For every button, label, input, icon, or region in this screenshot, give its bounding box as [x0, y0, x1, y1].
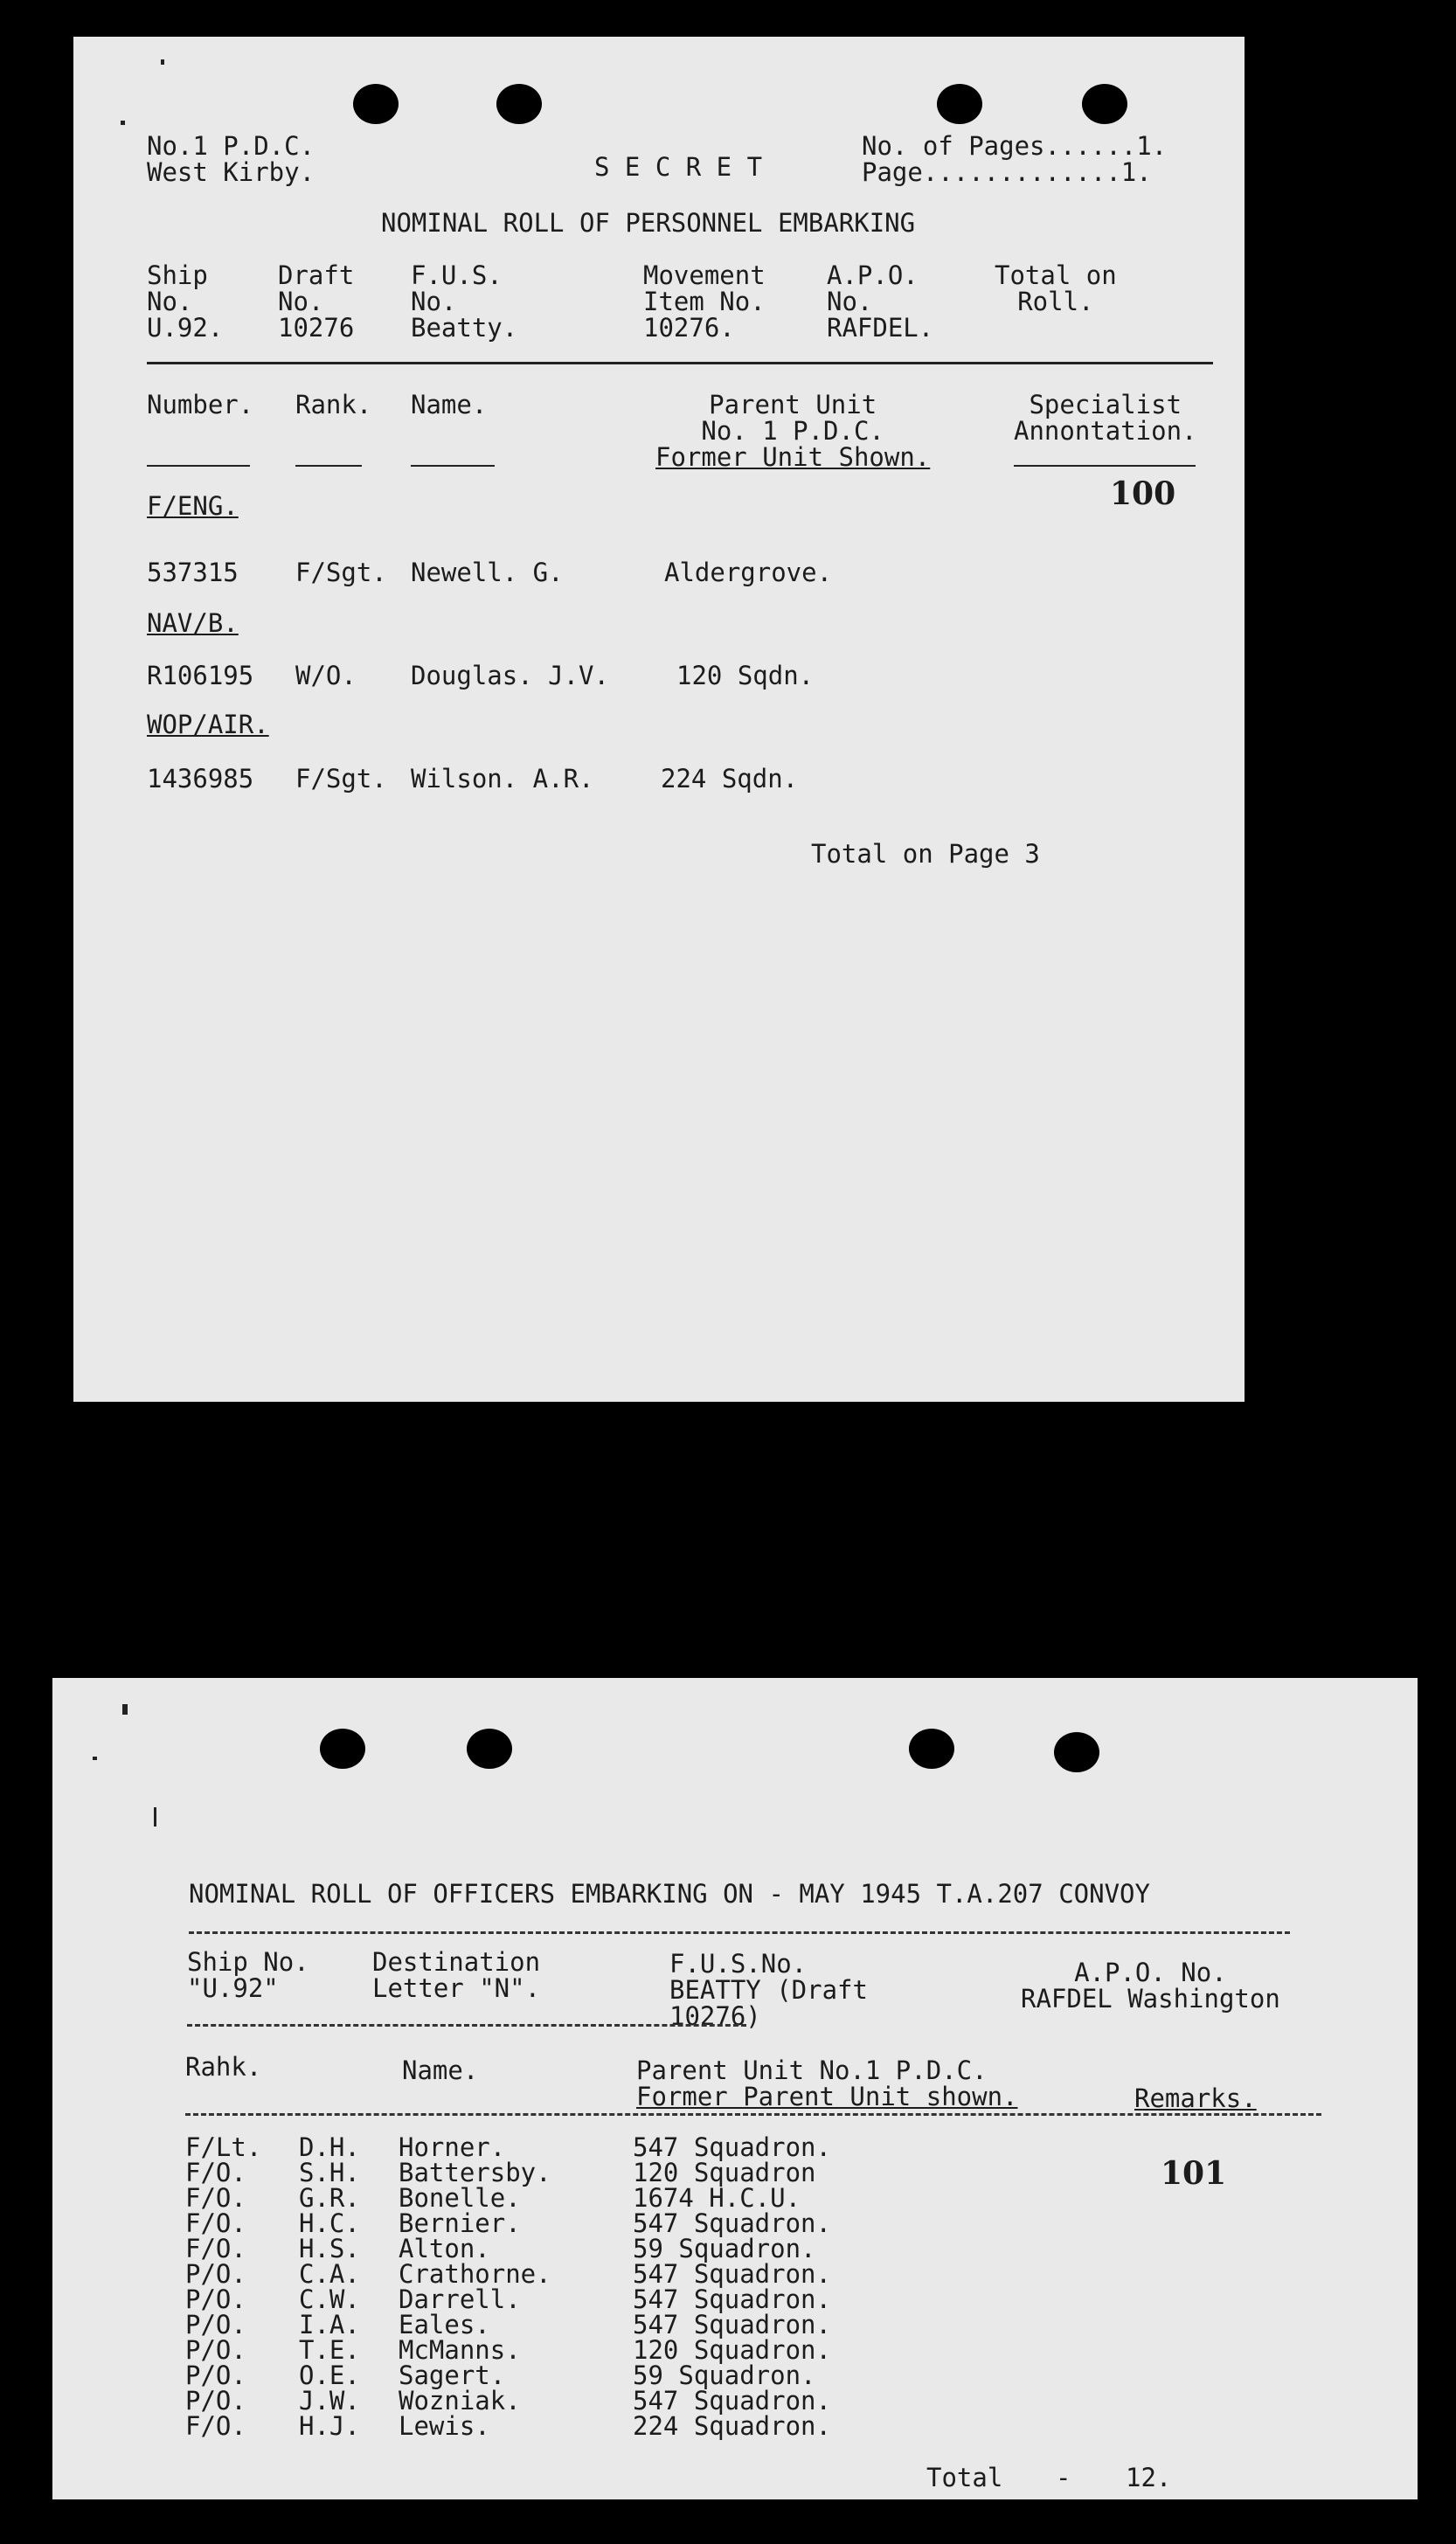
- specialist-head: Specialist Annontation.: [1014, 390, 1197, 446]
- officer-parent-unit: 1674 H.C.U.: [633, 2183, 801, 2213]
- total-value: 12.: [1126, 2463, 1172, 2492]
- officer-initials: I.A.: [299, 2310, 360, 2340]
- page-stamp: 101: [1161, 2155, 1227, 2192]
- officer-rank: P/O.: [185, 2284, 246, 2314]
- fus-header: F.U.S.No. BEATTY (Draft 10276): [669, 1949, 868, 2031]
- officer-parent-unit: 59 Squadron.: [633, 2234, 816, 2263]
- officer-initials: O.E.: [299, 2360, 360, 2390]
- number-underline: [147, 465, 250, 467]
- rank-value: F/Sgt.: [295, 764, 387, 794]
- officer-initials: H.J.: [299, 2411, 360, 2441]
- officer-rank: F/O.: [185, 2234, 246, 2263]
- personnel-name: Wilson. A.R.: [411, 764, 594, 794]
- officer-name: Wozniak.: [399, 2386, 521, 2416]
- service-number: R106195: [147, 661, 254, 690]
- ship-col-header: Ship No. U.92.: [147, 260, 224, 343]
- officer-rank: F/O.: [185, 2158, 246, 2187]
- ship-header: Ship No. "U.92": [187, 1947, 309, 2003]
- officer-parent-unit: 547 Squadron.: [633, 2284, 831, 2314]
- officer-name: Horner.: [399, 2132, 506, 2162]
- officer-rank: P/O.: [185, 2360, 246, 2390]
- ink-speck: [121, 121, 125, 125]
- officer-initials: T.E.: [299, 2335, 360, 2365]
- officer-name: Alton.: [399, 2234, 490, 2263]
- ink-speck: [93, 1757, 97, 1760]
- name-col-head: Name.: [402, 2055, 479, 2085]
- officer-initials: S.H.: [299, 2158, 360, 2187]
- officer-parent-unit: 547 Squadron.: [633, 2259, 831, 2289]
- unit-location: West Kirby.: [147, 157, 315, 187]
- officer-rank: F/O.: [185, 2411, 246, 2441]
- officer-rank: P/O.: [185, 2386, 246, 2416]
- officer-parent-unit: 547 Squadron.: [633, 2208, 831, 2238]
- officer-parent-unit: 547 Squadron.: [633, 2386, 831, 2416]
- trade-heading: F/ENG.: [147, 491, 239, 521]
- officer-name: Crathorne.: [399, 2259, 551, 2289]
- officer-name: Bonelle.: [399, 2183, 521, 2213]
- remarks-col-head: Remarks.: [1134, 2083, 1257, 2113]
- officer-name: Battersby.: [399, 2158, 551, 2187]
- total-dash: -: [1056, 2463, 1071, 2492]
- apo-header: A.P.O. No. RAFDEL Washington: [1021, 1958, 1280, 2014]
- punch-hole: [353, 84, 399, 124]
- officer-rank: P/O.: [185, 2310, 246, 2340]
- movement-col-header: Movement Item No. 10276.: [643, 260, 766, 343]
- pages-count: No. of Pages......1.: [862, 131, 1168, 161]
- number-col-head: Number.: [147, 390, 254, 419]
- service-number: 537315: [147, 558, 239, 587]
- document-title: NOMINAL ROLL OF PERSONNEL EMBARKING: [381, 208, 916, 238]
- name-underline: [411, 465, 495, 467]
- officer-initials: D.H.: [299, 2132, 360, 2162]
- former-unit: Aldergrove.: [664, 558, 833, 587]
- column-head-underline: [185, 2113, 1321, 2116]
- page-stamp: 100: [1110, 475, 1176, 512]
- officer-initials: C.W.: [299, 2284, 360, 2314]
- former-unit: 120 Sqdn.: [676, 661, 815, 690]
- officer-rank: F/O.: [185, 2183, 246, 2213]
- unit-name: No.1 P.D.C.: [147, 131, 315, 161]
- officer-name: Darrell.: [399, 2284, 521, 2314]
- officer-rank: F/Lt.: [185, 2132, 262, 2162]
- header-divider: [147, 362, 1213, 364]
- officer-rank: P/O.: [185, 2259, 246, 2289]
- page-number: Page.............1.: [862, 157, 1152, 187]
- total-col-header: Total on Roll.: [995, 260, 1117, 316]
- officer-rank: P/O.: [185, 2335, 246, 2365]
- officer-name: McManns.: [399, 2335, 521, 2365]
- officer-parent-unit: 120 Squadron: [633, 2158, 816, 2187]
- officer-initials: J.W.: [299, 2386, 360, 2416]
- officer-name: Lewis.: [399, 2411, 490, 2441]
- rank-value: W/O.: [295, 661, 357, 690]
- officer-parent-unit: 547 Squadron.: [633, 2310, 831, 2340]
- destination-header: Destination Letter "N".: [372, 1947, 541, 2003]
- punch-hole: [937, 84, 982, 124]
- rank-underline: [295, 465, 362, 467]
- header-dashed-underline: [187, 2024, 746, 2027]
- punch-hole: [467, 1729, 512, 1769]
- officer-initials: C.A.: [299, 2259, 360, 2289]
- officer-name: Sagert.: [399, 2360, 506, 2390]
- parent-unit-head: Parent Unit No.1 P.D.C. Former Parent Unit shown.: [636, 2055, 1018, 2111]
- punch-hole: [496, 84, 542, 124]
- total-label: Total: [926, 2463, 1003, 2492]
- rank-value: F/Sgt.: [295, 558, 387, 587]
- parent-unit-head: Parent Unit No. 1 P.D.C. Former Unit Shown.: [655, 390, 931, 472]
- officer-parent-unit: 224 Squadron.: [633, 2411, 831, 2441]
- title-dashed-underline: [189, 1931, 1290, 1934]
- punch-hole: [909, 1729, 954, 1769]
- officer-initials: H.C.: [299, 2208, 360, 2238]
- former-unit: 224 Sqdn.: [661, 764, 799, 794]
- officer-name: Bernier.: [399, 2208, 521, 2238]
- apo-col-header: A.P.O. No. RAFDEL.: [827, 260, 934, 343]
- ink-speck: [122, 1704, 128, 1715]
- officer-parent-unit: 547 Squadron.: [633, 2132, 831, 2162]
- officer-rank: F/O.: [185, 2208, 246, 2238]
- officer-initials: G.R.: [299, 2183, 360, 2213]
- officer-parent-unit: 59 Squadron.: [633, 2360, 816, 2390]
- classification-label: S E C R E T: [594, 152, 763, 182]
- roll-sheet-officers: [52, 1678, 1418, 2499]
- roll-sheet-personnel: [73, 37, 1245, 1402]
- page-total: Total on Page 3: [811, 839, 1040, 869]
- name-col-head: Name.: [411, 390, 488, 419]
- service-number: 1436985: [147, 764, 254, 794]
- officer-initials: H.S.: [299, 2234, 360, 2263]
- officer-name: Eales.: [399, 2310, 490, 2340]
- personnel-name: Douglas. J.V.: [411, 661, 609, 690]
- fus-col-header: F.U.S. No. Beatty.: [411, 260, 518, 343]
- punch-hole: [1054, 1732, 1099, 1772]
- ink-speck: [161, 59, 164, 65]
- specialist-underline: [1014, 465, 1196, 467]
- draft-col-header: Draft No. 10276: [278, 260, 355, 343]
- trade-heading: NAV/B.: [147, 608, 239, 638]
- officers-roll-title: NOMINAL ROLL OF OFFICERS EMBARKING ON - MAY 1945 T.A.207 CONVOY: [189, 1879, 1150, 1909]
- rank-col-head: Rahk.: [185, 2052, 262, 2082]
- trade-heading: WOP/AIR.: [147, 710, 269, 739]
- personnel-name: Newell. G.: [411, 558, 564, 587]
- officer-parent-unit: 120 Squadron.: [633, 2335, 831, 2365]
- rank-col-head: Rank.: [295, 390, 372, 419]
- punch-hole: [320, 1729, 365, 1769]
- punch-hole: [1082, 84, 1127, 124]
- ink-speck: [154, 1807, 156, 1827]
